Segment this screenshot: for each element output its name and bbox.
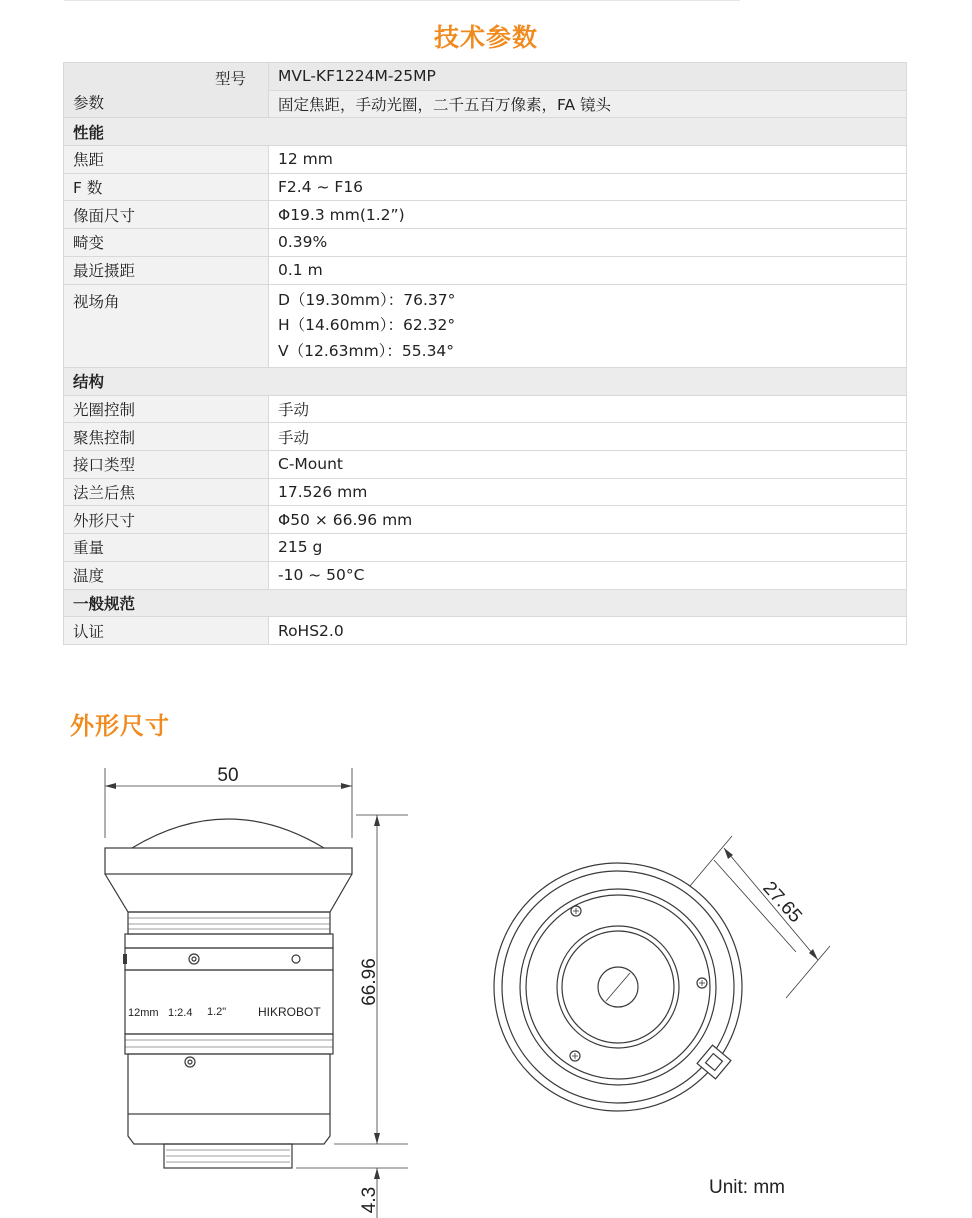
row-key: 光圈控制 (64, 395, 269, 423)
front-glass-dome (132, 819, 324, 848)
row-key: 认证 (64, 617, 269, 645)
screw-icon (189, 954, 199, 964)
ring-groove (125, 934, 333, 948)
row-key: 畸变 (64, 229, 269, 257)
top-divider (64, 0, 740, 1)
row-key: 接口类型 (64, 451, 269, 479)
row-value: F2.4 ~ F16 (269, 173, 907, 201)
table-row (64, 173, 907, 201)
section-general: 一般规范 (64, 589, 907, 617)
row-value: 0.1 m (269, 256, 907, 284)
screw-icon (185, 1057, 195, 1067)
row-key: 法兰后焦 (64, 478, 269, 506)
table-row (64, 395, 907, 423)
row-value: 17.526 mm (269, 478, 907, 506)
focus-ring (128, 912, 330, 934)
table-row (64, 478, 907, 506)
row-value: 12 mm (269, 146, 907, 174)
rear-body (128, 1054, 330, 1114)
arrow (374, 815, 380, 826)
unit-label: Unit: mm (709, 1177, 785, 1198)
table-row (64, 561, 907, 589)
row-key: 温度 (64, 561, 269, 589)
model-label: 型号 (214, 70, 246, 88)
row-key: 焦距 (64, 146, 269, 174)
fov-vertical: V（12.63mm）：55.34° (278, 341, 455, 360)
front-taper (105, 874, 352, 912)
length-label: 66.96 (359, 958, 380, 1006)
front-ring (105, 848, 352, 874)
row-key: 视场角 (64, 284, 269, 368)
section-performance: 性能 (64, 118, 907, 146)
row-value: Φ19.3 mm(1.2”) (269, 201, 907, 229)
desc-value: 固定焦距，手动光圈，二千五百万像素，FA 镜头 (269, 90, 907, 118)
width-label: 50 (217, 765, 239, 786)
lens-brand-marking: HIKROBOT (258, 1005, 321, 1019)
arrow (374, 1133, 380, 1144)
row-key: 聚焦控制 (64, 423, 269, 451)
lock-screw-knob (697, 1045, 731, 1079)
table-row (64, 146, 907, 174)
row-value: 0.39% (269, 229, 907, 257)
fov-horizontal: H（14.60mm）：62.32° (278, 316, 456, 334)
row-value: 手动 (269, 395, 907, 423)
row-key: F 数 (64, 173, 269, 201)
lens-focal-marking: 12mm (128, 1007, 159, 1019)
table-row (64, 423, 907, 451)
row-value: 手动 (269, 423, 907, 451)
row-value: Φ50 × 66.96 mm (269, 506, 907, 534)
row-value: -10 ~ 50°C (269, 561, 907, 589)
rear-cap (128, 1114, 330, 1144)
table-row (64, 451, 907, 479)
page-title: 技术参数 (433, 23, 538, 52)
table-row (64, 617, 907, 645)
screw-icon (292, 955, 300, 963)
arrow (105, 783, 116, 789)
fov-values (269, 284, 907, 368)
row-value: C-Mount (269, 451, 907, 479)
row-key: 重量 (64, 534, 269, 562)
table-row (64, 534, 907, 562)
fov-diagonal: D（19.30mm）：76.37° (278, 290, 456, 309)
screw-band (125, 948, 333, 970)
diameter-label: 27.65 (758, 877, 806, 928)
mount-label: 4.3 (359, 1186, 380, 1214)
aperture-ring (125, 1034, 333, 1054)
label-band (125, 970, 333, 1034)
row-key: 像面尺寸 (64, 201, 269, 229)
lens-format-marking: 1.2" (207, 1006, 227, 1018)
table-row (64, 201, 907, 229)
row-key: 最近摄距 (64, 256, 269, 284)
table-row (64, 229, 907, 257)
dimensions-title: 外形尺寸 (70, 712, 170, 740)
spec-table (63, 62, 907, 645)
arrow (374, 1168, 380, 1179)
row-value: 215 g (269, 534, 907, 562)
table-row-fov (64, 284, 907, 368)
table-row (64, 506, 907, 534)
model-value: MVL-KF1224M-25MP (269, 63, 907, 91)
arrow (341, 783, 352, 789)
row-key: 外形尺寸 (64, 506, 269, 534)
row-value: RoHS2.0 (269, 617, 907, 645)
section-structure: 结构 (64, 368, 907, 396)
param-label: 参数 (73, 94, 105, 113)
lens-aperture-marking: 1:2.4 (168, 1007, 193, 1019)
table-row (64, 256, 907, 284)
lens-drawing (0, 740, 972, 1218)
header-diagonal-cell (64, 63, 269, 118)
